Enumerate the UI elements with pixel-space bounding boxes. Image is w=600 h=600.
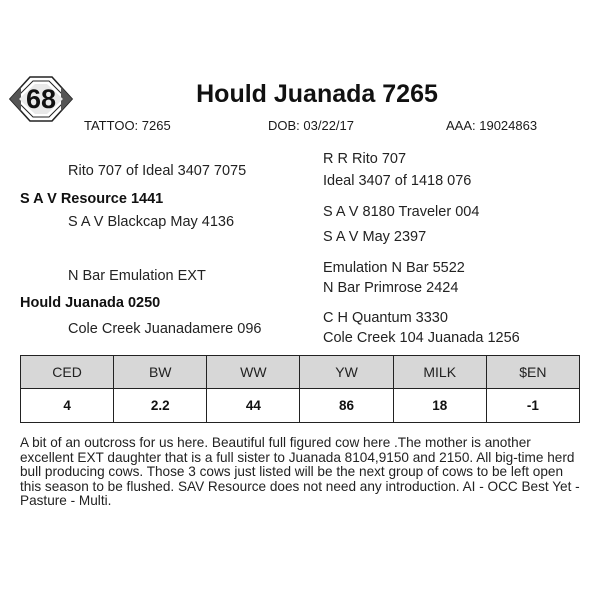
epd-header-ww: WW xyxy=(207,356,300,389)
sire-dam-dam: S A V May 2397 xyxy=(323,229,427,245)
tattoo-info: TATTOO: 7265 xyxy=(84,118,171,133)
sire-dam: S A V Blackcap May 4136 xyxy=(68,214,235,230)
dam-dam: Cole Creek Juanadamere 096 xyxy=(68,321,262,337)
epd-value-en: -1 xyxy=(486,389,579,423)
epd-header-row xyxy=(21,356,580,389)
epd-value-ww: 44 xyxy=(207,389,300,423)
sire-sire-dam: Ideal 3407 of 1418 076 xyxy=(323,173,472,189)
dob-info: DOB: 03/22/17 xyxy=(268,118,354,133)
sire-sire: Rito 707 of Ideal 3407 7075 xyxy=(68,163,247,179)
dam-sire-dam: N Bar Primrose 2424 xyxy=(323,280,459,296)
aaa-registration: AAA: 19024863 xyxy=(446,118,538,133)
epd-value-yw: 86 xyxy=(300,389,393,423)
sire-dam-sire: S A V 8180 Traveler 004 xyxy=(323,204,480,220)
epd-header-en: $EN xyxy=(486,356,579,389)
lot-comments: A bit of an outcross for us here. Beautiful full figured cow here .The mother is another excellent EXT daughter that is a full sister to Juanada 8104,9150 and 2150. All big-time herd bull producing cows. Those 3 cows just listed will be the next group of cows to be left open this season to be flushed. SAV Resource does not need any introduction. AI - OCC Best Yet - Pasture - Multi. xyxy=(20,435,580,509)
dam-sire-sire: Emulation N Bar 5522 xyxy=(323,260,465,276)
epd-value-ced: 4 xyxy=(21,389,114,423)
dam-dam-dam: Cole Creek 104 Juanada 1256 xyxy=(323,330,520,346)
epd-value-row xyxy=(21,389,580,423)
dam: Hould Juanada 0250 xyxy=(20,295,161,311)
epd-value-bw: 2.2 xyxy=(114,389,207,423)
dam-sire: N Bar Emulation EXT xyxy=(68,268,206,284)
epd-header-yw: YW xyxy=(300,356,393,389)
epd-table xyxy=(20,355,580,423)
dam-dam-sire: C H Quantum 3330 xyxy=(323,310,448,326)
animal-name: Hould Juanada 7265 xyxy=(196,80,438,108)
epd-header-milk: MILK xyxy=(393,356,486,389)
epd-value-milk: 18 xyxy=(393,389,486,423)
sire: S A V Resource 1441 xyxy=(20,191,164,207)
epd-header-bw: BW xyxy=(114,356,207,389)
epd-header-ced: CED xyxy=(21,356,114,389)
sire-sire-sire: R R Rito 707 xyxy=(323,151,407,167)
lot-number: 68 xyxy=(25,84,57,114)
